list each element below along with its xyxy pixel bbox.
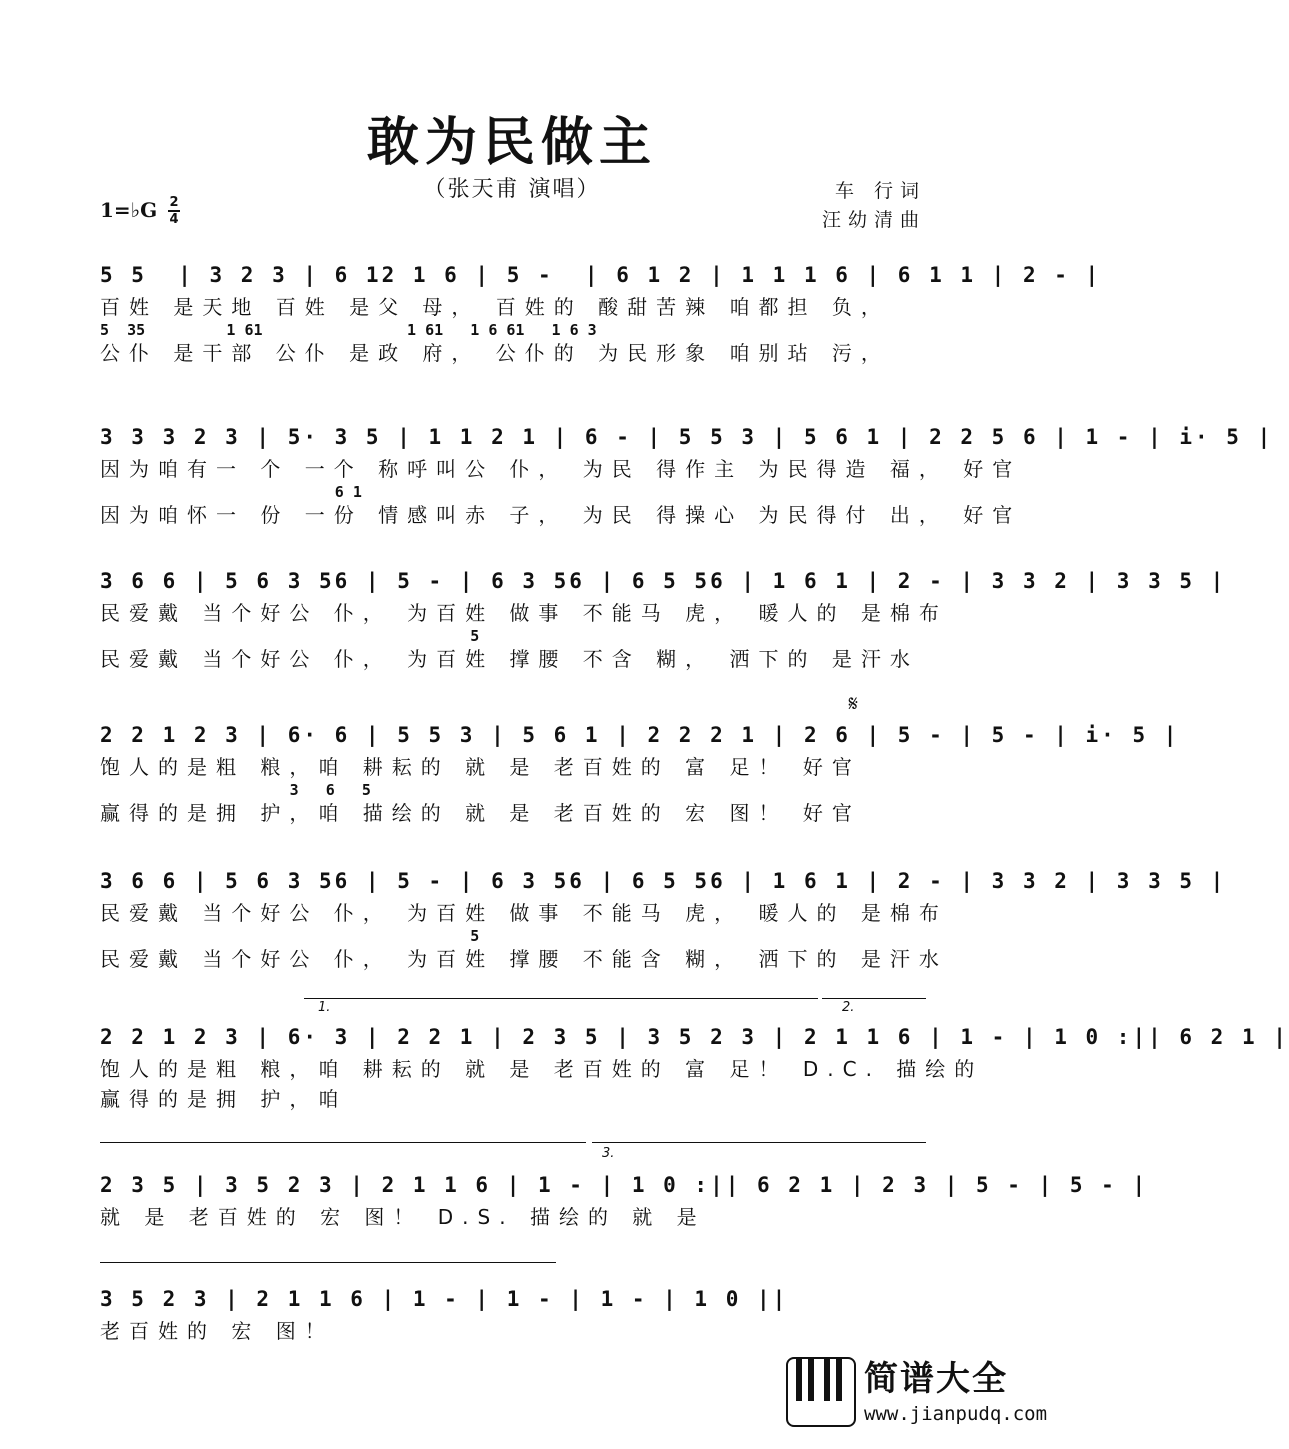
lyric-line-1: 就 是 老百姓的 宏 图！ D.S. 描绘的 就 是 — [100, 1205, 706, 1229]
lyric-line-1: 因为咱有一 个 一个 称呼叫公 仆， 为民 得作主 为民得造 福， 好官 — [100, 457, 1022, 481]
lyric-line-2: 赢得的是拥 护，咱 描绘的 就 是 老百姓的 宏 图！ 好官 — [100, 801, 861, 825]
lyric-line-2: 因为咱怀一 份 一份 情感叫赤 子， 为民 得操心 为民得付 出， 好官 — [100, 503, 1022, 527]
notes-row — [100, 420, 1274, 454]
notes-text: 3 6 6 | 5 6 3 56 | 5 - | 6 3 56 | 6 5 56 | 1 6 1 | 2 - | 3 3 2 | 3 3 5 | — [100, 569, 1227, 593]
key-signature: 1=♭G — [100, 198, 158, 222]
staff-row-3 — [100, 564, 1227, 674]
logo-url: www.jianpudq.com — [864, 1403, 1048, 1425]
lyric-line-2: 民爱戴 当个好公 仆， 为百姓 撑腰 不能含 糊， 洒下的 是汗水 — [100, 947, 948, 971]
notes-row — [100, 718, 1180, 752]
site-logo[interactable] — [786, 1351, 1048, 1441]
piano-keys-icon — [786, 1357, 856, 1427]
logo-text: 简谱大全 — [864, 1359, 1008, 1399]
notes-row — [100, 1282, 926, 1316]
repeat-bracket — [100, 1142, 586, 1143]
segno-sign: 𝄋 — [848, 692, 858, 717]
lyric-line-1: 饱人的是粗 粮，咱 耕耘的 就 是 老百姓的 富 足！ D.C. 描绘的 — [100, 1057, 984, 1081]
notes-text: 3 6 6 | 5 6 3 56 | 5 - | 6 3 56 | 6 5 56 | 1 6 1 | 2 - | 3 3 2 | 3 3 5 | — [100, 869, 1227, 893]
notes-text: 3 5 2 3 | 2 1 1 6 | 1 - | 1 - | 1 - | 1 0 || — [100, 1287, 789, 1311]
first-ending-label: 1. — [318, 1000, 331, 1015]
lyric-line-2: 民爱戴 当个好公 仆， 为百姓 撑腰 不含 糊， 洒下的 是汗水 — [100, 647, 919, 671]
staff-row-4 — [100, 692, 1180, 828]
notes-row — [100, 864, 1227, 898]
second-ending-label: 2. — [842, 1000, 855, 1015]
time-signature-bottom: 4 — [169, 212, 179, 227]
first-ending-bracket — [304, 998, 818, 999]
notes-text: 5 5 | 3 2 3 | 6 12 1 6 | 5 - | 6 1 2 | 1 1 1 6 | 6 1 1 | 2 - | — [100, 263, 1102, 287]
second-ending-bracket — [822, 998, 926, 999]
time-signature — [168, 196, 180, 226]
alt-notes: 5 — [100, 927, 480, 945]
staff-row-5 — [100, 864, 1227, 974]
lyric-line-1: 百姓 是天地 百姓 是父 母， 百姓的 酸甜苦辣 咱都担 负， — [100, 295, 890, 319]
notes-text: 2 2 1 2 3 | 6· 6 | 5 5 3 | 5 6 1 | 2 2 2 1 | 2 6 | 5 - | 5 - | i· 5 | — [100, 723, 1180, 747]
time-signature-top: 2 — [169, 195, 179, 210]
third-ending-label: 3. — [602, 1146, 615, 1161]
notes-row — [100, 1168, 1149, 1202]
notes-text: 2 3 5 | 3 5 2 3 | 2 1 1 6 | 1 - | 1 0 :|| 6 2 1 | 2 3 | 5 - | 5 - | — [100, 1173, 1149, 1197]
lyric-line-2: 赢得的是拥 护，咱 — [100, 1087, 348, 1111]
lyric-line-1: 饱人的是粗 粮，咱 耕耘的 就 是 老百姓的 富 足！ 好官 — [100, 755, 861, 779]
composer-credit: 汪幼清曲 — [821, 209, 926, 231]
lyric-line-2: 公仆 是干部 公仆 是政 府， 公仆的 为民形象 咱别玷 污， — [100, 341, 890, 365]
alt-notes: 5 — [100, 627, 480, 645]
lyric-line-1: 老百姓的 宏 图！ — [100, 1319, 334, 1343]
notes-text: 3 3 3 2 3 | 5· 3 5 | 1 1 2 1 | 6 - | 5 5 3 | 5 6 1 | 2 2 5 6 | 1 - | i· 5 | — [100, 425, 1274, 449]
notes-row — [100, 1020, 1289, 1054]
notes-text: 2 2 1 2 3 | 6· 3 | 2 2 1 | 2 3 5 | 3 5 2 3 | 2 1 1 6 | 1 - | 1 0 :|| 6 2 1 | — [100, 1025, 1289, 1049]
lyric-line-1: 民爱戴 当个好公 仆， 为百姓 做事 不能马 虎， 暖人的 是棉布 — [100, 901, 948, 925]
staff-row-8 — [100, 1282, 926, 1346]
staff-row-2 — [100, 420, 1274, 530]
alt-notes: 6 1 — [100, 483, 362, 501]
staff-row-1 — [100, 258, 1102, 368]
alt-notes: 5 35 1 61 1 61 1 6 61 1 6 3 — [100, 321, 597, 339]
coda-bracket — [100, 1262, 556, 1263]
song-title: 敢为民做主 — [366, 112, 657, 173]
third-ending-bracket — [592, 1142, 926, 1143]
notes-row — [100, 564, 1227, 598]
lyric-line-1: 民爱戴 当个好公 仆， 为百姓 做事 不能马 虎， 暖人的 是棉布 — [100, 601, 948, 625]
staff-row-7 — [100, 1168, 1149, 1232]
notes-row — [100, 258, 1102, 292]
alt-notes: 3 6 5 — [100, 781, 371, 799]
staff-row-6 — [100, 1020, 1289, 1114]
lyricist-credit: 车 行词 — [834, 180, 926, 202]
performer-subtitle: （张天甫 演唱） — [423, 177, 601, 202]
